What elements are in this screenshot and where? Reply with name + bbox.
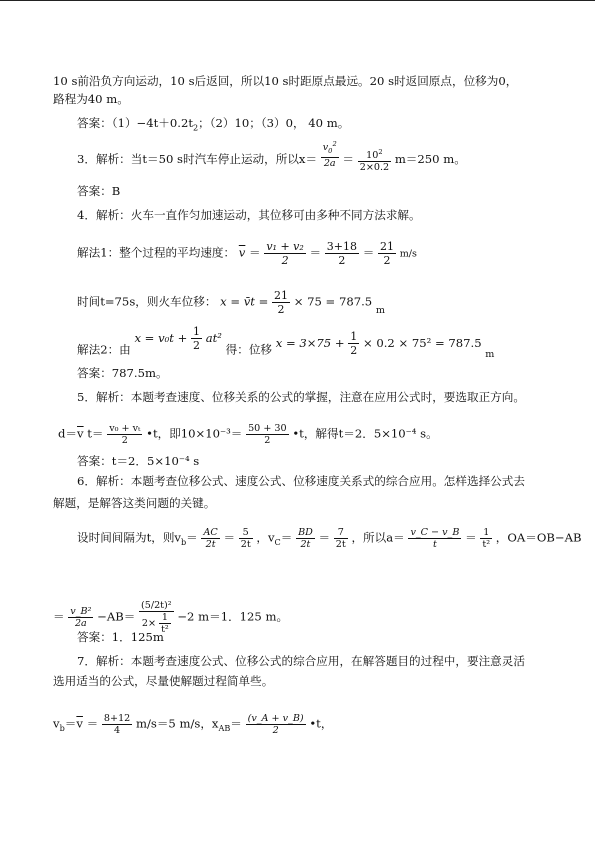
fraction: $\frac{v_0^2}{2a}$ <box>322 140 337 170</box>
fraction: $\frac{1}{\text{t²}}$ <box>161 612 169 635</box>
answer-line: 答案：787.5m。 <box>77 366 168 380</box>
answer-line: 答案：1．125m <box>77 630 164 644</box>
question-6-equation-2: ＝ $\frac{\text{v\_B²}}{2a}$ −AB＝ (5/2t)² 2× $\frac{1}{\text{t²}}$ −2 m＝1．125 m。 <box>53 600 289 635</box>
fraction: $\frac{(v\_A + v\_B)}{2}$ <box>247 713 304 736</box>
fraction: $\frac{7}{2t}$ <box>335 527 346 550</box>
question-3-line: 3．解析：当t＝50 s时汽车停止运动，所以x＝ $\frac{v_0^2}{2a}$ ＝ $\frac{10^2}{2\times 0.2}$ m＝250 m。 <box>77 140 466 174</box>
paragraph-line: 路程为40 m。 <box>53 92 129 106</box>
fraction: $\frac{21}{2}$ <box>274 289 289 316</box>
fraction: $\frac{5}{2t}$ <box>240 527 251 550</box>
question-7-equation: $v_b=\overline{v}$ ＝ $\frac{8+12}{4}$ m/s＝5 m/s，$x_{AB}=$ $\frac{(v\_A + v\_B)}{2}$ •t， <box>53 713 333 736</box>
method-1-line: 解法1：整个过程的平均速度： $\overline{v}$ ＝ $\frac{\text{v₁ + v₂}}{2}$ ＝ $\frac{3+18}{2}$ ＝ $\frac{21}{2}$ m/s <box>77 240 417 267</box>
paragraph-line: 10 s前沿负方向运动，10 s后返回，所以10 s时距原点最远。20 s时返回原点，位移为0， <box>53 74 518 88</box>
fraction: $\frac{21}{2}$ <box>380 240 394 267</box>
fraction: $\frac{AC}{2t}$ <box>203 527 218 550</box>
question-6-line: 6．解析：本题考查位移公式、速度公式、位移速度关系式的综合应用。怎样选择公式去 <box>77 474 525 488</box>
fraction: $\frac{BD}{2t}$ <box>298 527 313 550</box>
fraction: $\frac{\text{v\_B²}}{2a}$ <box>70 606 92 629</box>
fraction: $\frac{3+18}{2}$ <box>326 240 358 267</box>
question-5-intro: 5．解析：本题考查速度、位移关系的公式的掌握，注意在应用公式时，要选取正方向。 <box>77 390 525 404</box>
fraction: $\frac{1}{2}$ <box>193 325 201 352</box>
fraction: $\frac{1}{2}$ <box>350 330 358 357</box>
fraction: $\frac{10^2}{2\times 0.2}$ <box>359 148 390 174</box>
question-4-intro: 4．解析：火车一直作匀加速运动，其位移可由多种不同方法求解。 <box>77 208 421 222</box>
compound-fraction: (5/2t)² 2× $\frac{1}{\text{t²}}$ <box>141 600 172 635</box>
displacement-line: 时间t=75s，则火车位移： x = v̄t = $\frac{21}{2}$ × 75 = 787.5 $_m$ <box>77 289 385 316</box>
fraction: $\frac{8+12}{4}$ <box>103 713 131 736</box>
method-2-line: 解法2：由 x = v₀t + $\frac{1}{2}$ at² 得：位移 x = 3×75 + $\frac{1}{2}$ × 0.2 × 75² = 787.5 $_m$ <box>77 325 495 360</box>
question-5-equation: $d=\overline{v}$ t＝ $\frac{\text{v₀ + vₜ}}{2}$ •t，即10×10⁻³＝ $\frac{50 + 30}{2}$ •t，解得t＝2．5×10⁻⁴ s。 <box>58 423 438 446</box>
page-top-rule <box>0 0 595 1</box>
question-6-equation: 设时间间隔为t，则$v_b=$ $\frac{AC}{2t}$ ＝ $\frac{5}{2t}$ ，$v_C=$ $\frac{BD}{2t}$ ＝ $\frac{7}{2t}$ ，所以a＝ $\frac{v\_C - v\_B}{t}$ ＝ $\frac{1}{\text{t²}}$ ，OA＝OB−AB <box>77 527 582 550</box>
answer-line: 答案：$(1)-4t+0.2t_2$；（2）10；（3）0， 40 m。 <box>77 116 350 133</box>
question-7-line: 7．解析：本题考查速度公式、位移公式的综合应用，在解答题目的过程中，要注意灵活 <box>77 654 525 668</box>
fraction: $\frac{1}{\text{t²}}$ <box>482 527 491 550</box>
question-7-line: 选用适当的公式，尽量使解题过程简单些。 <box>53 674 274 688</box>
fraction: $\frac{\text{v₁ + v₂}}{2}$ <box>266 240 304 267</box>
question-6-line: 解题，是解答这类问题的关键。 <box>53 496 216 510</box>
fraction: $\frac{50 + 30}{2}$ <box>248 423 287 446</box>
answer-line: 答案：t＝2．5×10⁻⁴ s <box>77 454 200 468</box>
answer-line: 答案：B <box>77 184 121 198</box>
fraction: $\frac{v\_C - v\_B}{t}$ <box>410 527 460 550</box>
fraction: $\frac{\text{v₀ + vₜ}}{2}$ <box>109 423 141 446</box>
